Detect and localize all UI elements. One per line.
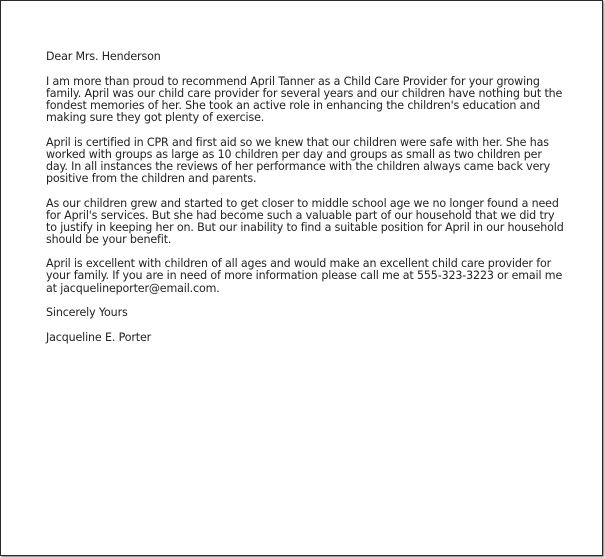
paragraph-contact: April is excellent with children of all ages and would make an excellent child care provider for your family. If you are in need of more information please call me at 555-323-3223 or email me at jacquelineporter@email.com. bbox=[46, 257, 563, 295]
paragraph-history: As our children grew and started to get closer to middle school age we no longer found a need for April's services. But she had become such a valuable part of our household that we did try to justify in keeping her on. But our inability to find a suitable position for April in our household should be your benefit. bbox=[46, 196, 564, 246]
letter-body bbox=[46, 51, 566, 356]
paragraph-certification: April is certified in CPR and first aid so we knew that our children were safe with her. She has worked with groups as large as 10 children per day and groups as small as two children per day. In all instances the reviews of her performance with the children always came back very positive from the children and parents. bbox=[46, 135, 551, 186]
salutation: Dear Mrs. Henderson bbox=[46, 50, 161, 63]
signature-name: Jacqueline E. Porter bbox=[46, 330, 152, 344]
closing: Sincerely Yours bbox=[46, 306, 128, 320]
paragraph-recommendation: I am more than proud to recommend April Tanner as a Child Care Provider for your growing family. April was our child care provider for several years and our children have nothing but the fondest memories of her. She took an active role in enhancing the children's education and making sure they got plenty of exercise. bbox=[46, 75, 563, 125]
